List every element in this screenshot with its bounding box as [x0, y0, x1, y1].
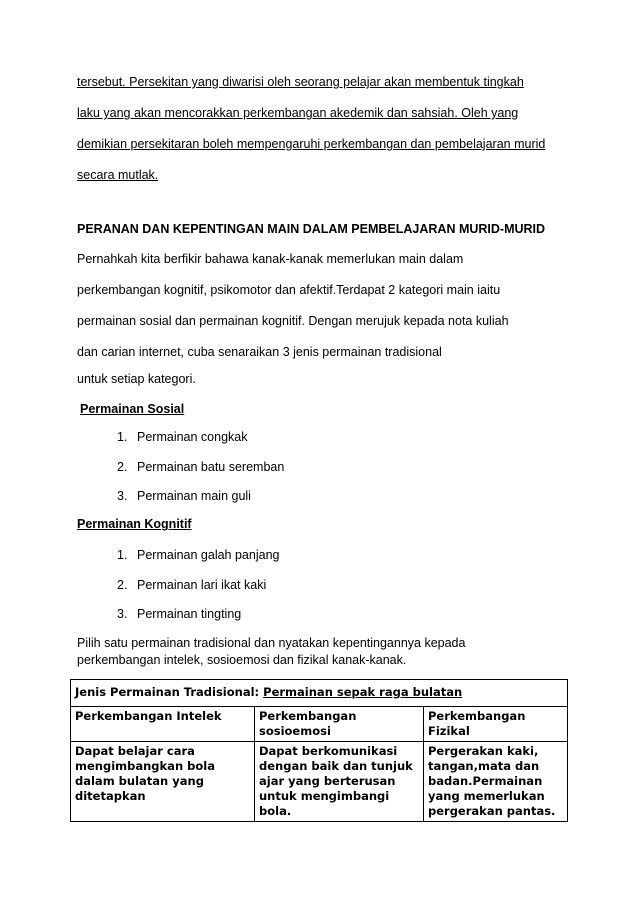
list-number: 2.: [117, 460, 128, 474]
table-header-row: [71, 680, 568, 707]
paragraph-line: untuk setiap kategori.: [77, 372, 196, 386]
list-number: 2.: [117, 578, 128, 592]
table-cell: Dapat berkomunikasi dengan baik dan tunjuk ajar yang berterusan untuk mengimbangi bola.: [255, 742, 424, 822]
social-games-title: Permainan Sosial: [80, 402, 185, 416]
game-label: Jenis Permainan Tradisional:: [75, 685, 264, 699]
paragraph-line: demikian persekitaran boleh mempengaruhi perkembangan dan pembelajaran murid: [77, 137, 546, 151]
paragraph-line: Pernahkah kita berfikir bahawa kanak-kanak memerlukan main dalam: [77, 252, 464, 266]
list-number: 1.: [117, 430, 128, 444]
table-cell: Pergerakan kaki, tangan,mata dan badan.Permainan yang memerlukan pergerakan pantas.: [424, 742, 568, 822]
list-number: 1.: [117, 548, 128, 562]
game-value: Permainan sepak raga bulatan: [263, 685, 463, 699]
paragraph-line: perkembangan kognitif, psikomotor dan afektif.Terdapat 2 kategori main iaitu: [77, 283, 501, 297]
paragraph-line: dan carian internet, cuba senaraikan 3 jenis permainan tradisional: [77, 345, 442, 359]
list-text: Permainan congkak: [137, 430, 248, 444]
table-column-row: [71, 707, 568, 742]
table-row: [71, 742, 568, 822]
paragraph-line: laku yang akan mencorakkan perkembangan akedemik dan sahsiah. Oleh yang: [77, 106, 519, 120]
list-number: 3.: [117, 607, 128, 621]
instruction-line: Pilih satu permainan tradisional dan nyatakan kepentingannya kepada: [77, 636, 466, 650]
list-text: Permainan main guli: [137, 489, 251, 503]
cognitive-games-title: Permainan Kognitif: [77, 517, 192, 531]
game-table: [70, 679, 568, 822]
list-text: Permainan tingting: [137, 607, 242, 621]
column-header: Perkembangan sosioemosi: [255, 707, 424, 742]
paragraph-line: permainan sosial dan permainan kognitif. Dengan merujuk kepada nota kuliah: [77, 314, 509, 328]
list-text: Permainan lari ikat kaki: [137, 578, 267, 592]
column-header: Perkembangan Fizikal: [424, 707, 568, 742]
paragraph-line: secara mutlak.: [77, 168, 159, 182]
list-number: 3.: [117, 489, 128, 503]
game-name-cell: [71, 680, 568, 707]
paragraph-line: tersebut. Persekitan yang diwarisi oleh seorang pelajar akan membentuk tingkah: [77, 75, 524, 89]
section-heading: PERANAN DAN KEPENTINGAN MAIN DALAM PEMBELAJARAN MURID-MURID: [77, 222, 546, 236]
column-header: Perkembangan Intelek: [71, 707, 255, 742]
list-text: Permainan galah panjang: [137, 548, 280, 562]
instruction-line: perkembangan intelek, sosioemosi dan fizikal kanak-kanak.: [77, 653, 407, 667]
list-text: Permainan batu seremban: [137, 460, 285, 474]
table-cell: Dapat belajar cara mengimbangkan bola dalam bulatan yang ditetapkan: [71, 742, 255, 822]
